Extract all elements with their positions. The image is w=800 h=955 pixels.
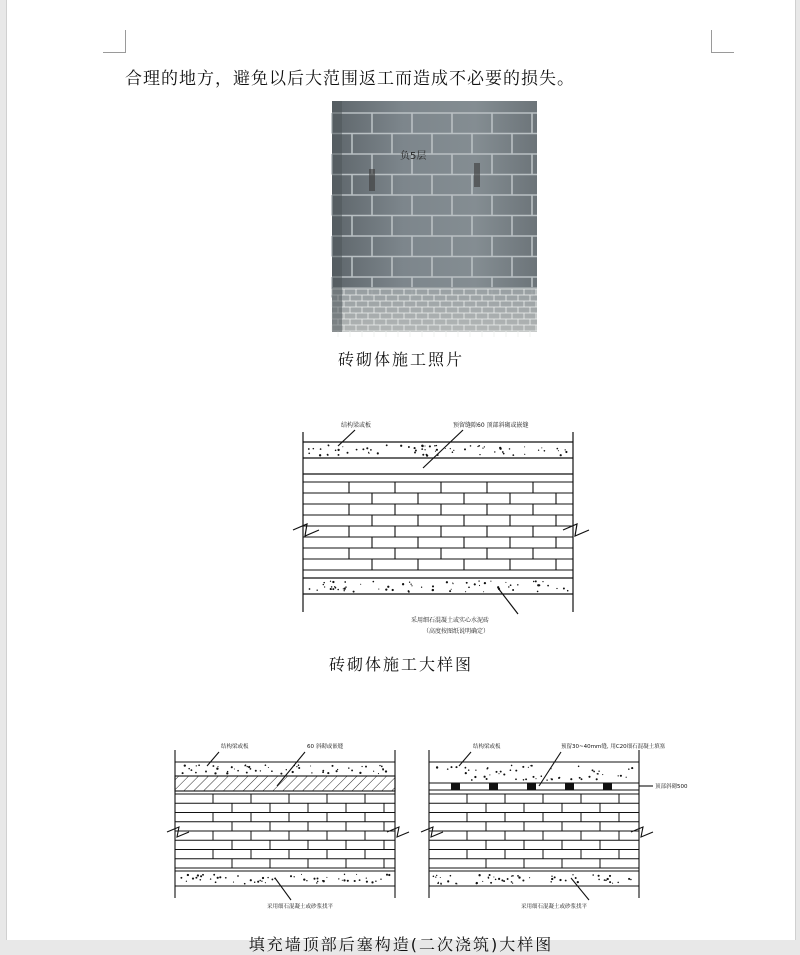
brick-wall-photo bbox=[332, 101, 537, 332]
right-label-bottom: 采用细石混凝土或砂浆找平 bbox=[521, 904, 588, 910]
crop-mark-top-right bbox=[711, 30, 734, 53]
left-label-top-right: 60 斜砌或嵌缝 bbox=[307, 744, 344, 750]
right-label-top-right: 预留30~40mm缝, 用C20细石混凝土填塞 bbox=[561, 744, 666, 750]
label-top-right: 预留缝隙60 顶部斜砌或嵌缝 bbox=[453, 422, 529, 429]
label-bottom-1: 采用细石混凝土或实心水泥砖 bbox=[411, 617, 490, 624]
label-bottom-2: （高度按图纸说明确定） bbox=[423, 628, 490, 635]
left-label-top-left: 结构梁或板 bbox=[221, 744, 249, 750]
label-top-left: 结构梁或板 bbox=[341, 422, 372, 429]
left-label-bottom: 采用细石混凝土或砂浆找平 bbox=[267, 904, 334, 910]
body-paragraph: 合理的地方，避免以后大范围返工而造成不必要的损失。 bbox=[125, 69, 575, 89]
right-label-side: 顶部斜砌500 bbox=[655, 784, 688, 790]
right-label-top-left: 结构梁或板 bbox=[473, 744, 501, 750]
document-page bbox=[6, 0, 796, 954]
photo-caption: 砖砌体施工照片 bbox=[337, 350, 464, 369]
drawing-caption: 砖砌体施工大样图 bbox=[328, 655, 473, 674]
cut-off-caption: 填充墙顶部后塞构造(二次浇筑)大样图 bbox=[248, 935, 554, 954]
detail-right bbox=[421, 738, 696, 922]
crop-mark-top-left bbox=[103, 30, 126, 53]
detail-drawing bbox=[293, 412, 593, 646]
detail-left bbox=[167, 738, 407, 922]
wall-marking-text: 负5层 bbox=[400, 151, 427, 162]
